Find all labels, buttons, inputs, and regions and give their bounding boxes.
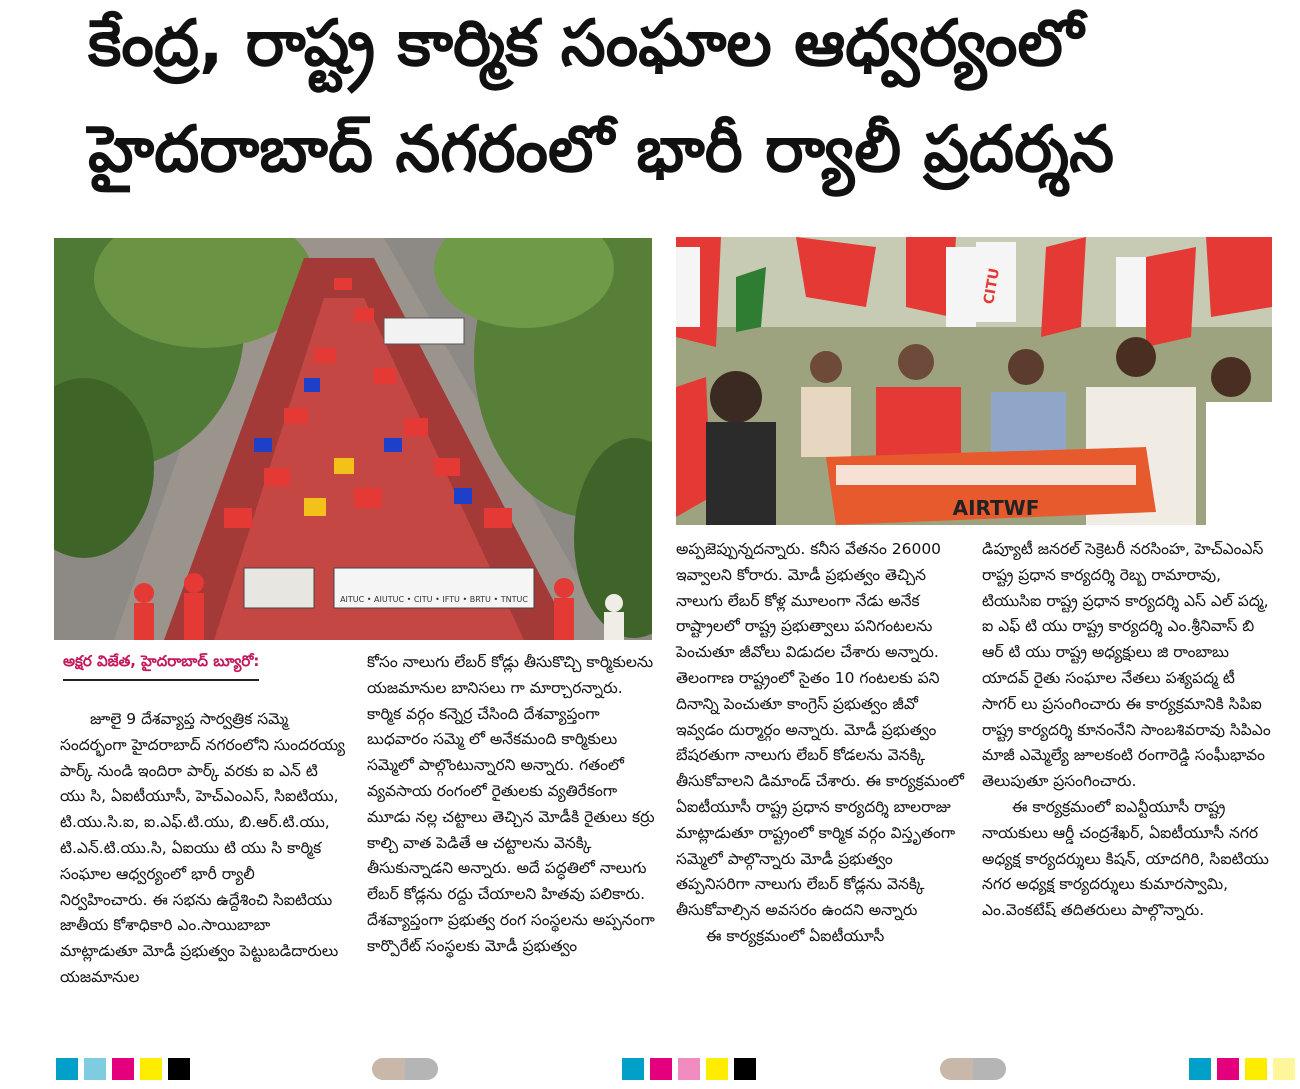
byline: అక్షర విజేత, హైదరాబాద్ బ్యూరో:: [63, 652, 259, 681]
yellow-swatch: [140, 1058, 162, 1080]
article-column-4: [982, 537, 1272, 924]
column-4-text: డిప్యూటీ జనరల్ సెక్రెటరీ నరసింహ, హెచ్ఎంఎస్ రాష్ట్ర ప్రధాన కార్యదర్శి రెబ్బ రామారావు, టియుసిఐ రాష్ట్ర ప్రధాన కార్యదర్శి ఎస్ ఎల్ పద్మ, ఐ ఎఫ్ టి యు రాష్ట్ర కార్యదర్శి ఎం.శ్రీనివాస్ బి ఆర్ టి యు రాష్ట్ర అధ్యక్షులు జి రాంబాబు యాదవ్ రైతు సంఘాల నేతలు పశ్యపద్మ టీ సాగర్ లు ప్రసంగించారు ఈ కార్యక్రమానికి సిపిఐ రాష్ట్ర కార్యదర్శి కూనంనేని సాంబశివరావు సిపిఎం మాజీ ఎమ్మెల్యే జూలకంటి రంగారెడ్డి సంఘీభావం తెలుపుతూ ప్రసంగించారు.: [982, 540, 1271, 791]
left-banner-text: AITUC • AIUTUC • CITU • IFTU • BRTU • TNTUC: [340, 595, 528, 604]
rally-crowd-photo: [54, 238, 652, 640]
yellow-swatch: [706, 1058, 728, 1080]
pink-swatch: [678, 1058, 700, 1080]
leaders-banner-photo: [676, 237, 1272, 525]
magenta-swatch: [650, 1058, 672, 1080]
color-registration-bar-2: [622, 1058, 756, 1080]
headline-line-2: హైదరాబాద్ నగరంలో భారీ ర్యాలీ ప్రదర్శన: [88, 113, 1115, 187]
magenta-swatch: [1217, 1058, 1239, 1080]
headline-line-1: కేంద్ర, రాష్ట్ర కార్మిక సంఘాల ఆధ్వర్యంలో: [88, 7, 1084, 81]
color-registration-bar-1: [56, 1058, 190, 1080]
yellow-swatch: [1245, 1058, 1267, 1080]
article-column-3: [676, 537, 964, 950]
magenta-swatch: [112, 1058, 134, 1080]
article-column-1: [60, 707, 345, 991]
cyan-swatch: [1189, 1058, 1211, 1080]
light-yellow-swatch: [1273, 1058, 1295, 1080]
cyan-swatch: [56, 1058, 78, 1080]
column-2-text: కోసం నాలుగు లేబర్ కోడ్లు తీసుకొచ్చి కార్మికులను యజమానుల బానిసలు గా మార్చారన్నారు. కార్మిక వర్గం కన్నెర్ర చేసింది దేశవ్యాప్తంగా బుధవారం సమ్మె లో అనేకమంది కార్మికులు సమ్మెలో పాల్గొంటున్నారని అన్నారు. గతంలో వ్యవసాయ రంగంలో రైతులకు వ్యతిరేకంగా మూడు నల్ల చట్టాలు తెచ్చిన మోడీకి రైతులు కర్రు కాల్చి వాత పెడితే ఆ చట్టాలను వెనక్కి తీసుకున్నాడని అన్నారు. అదే పద్ధతిలో నాలుగు లేబర్ కోడ్లను రద్దు చేయాలని హితవు పలికారు. దేశవ్యాప్తంగా ప్రభుత్వ రంగ సంస్థలను అప్పనంగా కార్పొరేట్ సంస్థలకు మోడీ ప్రభుత్వం: [367, 653, 655, 955]
light-cyan-swatch: [84, 1058, 106, 1080]
column-3-tail: ఈ కార్యక్రమంలో ఏఐటీయూసీ: [706, 926, 885, 945]
black-swatch: [168, 1058, 190, 1080]
gray-registration-pill-1: [372, 1058, 438, 1080]
black-swatch: [734, 1058, 756, 1080]
cyan-swatch: [622, 1058, 644, 1080]
column-3-text: అప్పజెప్పున్నదన్నారు. కనీస వేతనం 26000 ఇవ్వాలని కోరారు. మోడీ ప్రభుత్వం తెచ్చిన నాలుగు లేబర్ కోళ్ల మూలంగా నేడు అనేక రాష్ట్రాలలో రాష్ట్ర ప్రభుత్వాలు పనిగంటలను పెంచుతూ జీవోలు విడుదల చేశారు అన్నారు. తెలంగాణ రాష్ట్రంలో సైతం 10 గంటలకు పని దినాన్ని పెంచుతూ కాంగ్రెస్ ప్రభుత్వం జీవో ఇవ్వడం దుర్మార్గం అన్నారు. మోడీ ప్రభుత్వం బేషరతుగా నాలుగు లేబర్ కోడలను వెనక్కి తీసుకోవాలని డిమాండ్ చేశారు. ఈ కార్యక్రమంలో ఏఐటీయూసీ రాష్ట్ర ప్రధాన కార్యదర్శి బాలరాజు మాట్లాడుతూ రాష్ట్రంలో కార్మిక వర్గం విస్తృతంగా సమ్మెలో పాల్గొన్నారు మోడీ ప్రభుత్వం తప్పనిసరిగా నాలుగు లేబర్ కోడ్లను వెనక్కి తీసుకోవాల్సిన అవసరం ఉందని అన్నారు: [676, 540, 964, 920]
gray-registration-pill-2: [940, 1058, 1006, 1080]
color-registration-bar-3: [1189, 1058, 1295, 1080]
column-4-paragraph-2: ఈ కార్యక్రమంలో ఐఎన్టీయూసీ రాష్ట్ర నాయకులు ఆర్డీ చంద్రశేఖర్, ఏఐటీయూసీ నగర అధ్యక్ష కార్యదర్శులు కిషన్, యాదగిరి, సిఐటియు నగర అధ్యక్ష కార్యదర్శులు కుమారస్వామి, ఎం.వెంకటేష్ తదితరులు పాల్గొన్నారు.: [982, 797, 1269, 920]
article-column-2: [367, 650, 655, 960]
right-flag-text: CITU: [981, 266, 1004, 306]
column-1-text: జూలై 9 దేశవ్యాప్త సార్వత్రిక సమ్మె సందర్భంగా హైదరాబాద్ నగరంలోని సుందరయ్య పార్క్ నుండి ఇందిరా పార్క్ వరకు ఐ ఎన్ టి యు సి, ఏఐటీయూసీ, హెచ్ఎంఎస్, సిఐటియు, టి.యు.సి.ఐ, ఐ.ఎఫ్.టి.యు, బి.ఆర్.టి.యు, టి.ఎన్.టి.యు.సి, ఏఐయు టి యు సి కార్మిక సంఘాల ఆధ్వర్యంలో భారీ ర్యాలీ నిర్వహించారు. ఈ సభను ఉద్దేశించి సిఐటియు జాతీయ కోశాధికారి ఎం.సాయిబాబా మాట్లాడుతూ మోడీ ప్రభుత్వం పెట్టుబడిదారులు యజమానుల: [60, 710, 346, 986]
right-banner-text: AIRTWF: [952, 496, 1040, 520]
